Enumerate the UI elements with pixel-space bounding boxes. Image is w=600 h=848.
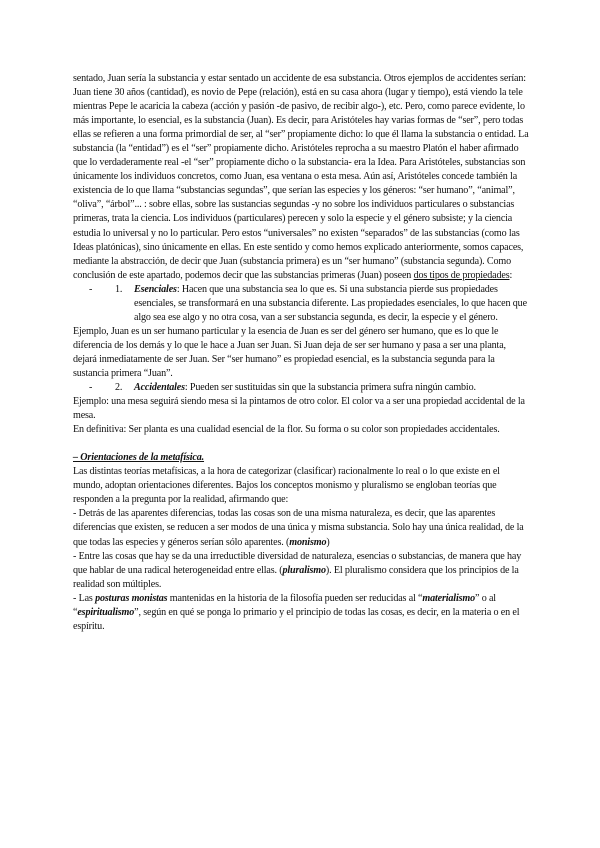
spacer (73, 437, 529, 451)
postures-intro: - Las (73, 592, 96, 604)
term-monism: monismo (289, 536, 327, 548)
paragraph-monist-postures (73, 592, 529, 634)
paragraph-conclusion: En definitiva: Ser planta es una cualidad esencial de la flor. Su forma o su color son propiedades accidentales. (73, 424, 500, 436)
term-essential: Esenciales (134, 283, 177, 295)
paragraph-pluralism (73, 550, 529, 592)
section-heading: – Orientaciones de la metafísica. (73, 452, 205, 464)
document-page (73, 72, 529, 634)
list-item-accidental (73, 381, 529, 395)
term-accidental: Accidentales (134, 382, 185, 394)
monism-text: - Detrás de las aparentes diferencias, todas las cosas son de una misma naturaleza, es decir, que las aparentes diferencias que existen, se reducen a ser modos de una única y misma substancia. Solo hay una única realidad, de la que todas las especies y géneros serían sólo aparentes. ( (73, 508, 524, 548)
postures-text: mantenidas en la historia de la filosofía pueden ser reducidas al “ (167, 592, 423, 604)
paragraph-example-juan: Ejemplo, Juan es un ser humano particular y la esencia de Juan es ser del género ser humano, que es lo que le diferencia de los demás y lo que le hace a Juan ser Juan. Si Juan deja de ser ser humano y pasa a ser una planta, dejará inmediatamente de ser Juan. Ser “ser humano” es propiedad esencial, es la substancia segunda para la sustancia primera “Juan”. (73, 325, 506, 379)
list-item-body (134, 381, 529, 395)
paragraph-example-table: Ejemplo: una mesa seguirá siendo mesa si la pintamos de otro color. El color va a ser una propiedad accidental de la mesa. (73, 396, 525, 422)
term-monist-postures: posturas monistas (95, 592, 168, 604)
list-item-essential (73, 283, 529, 325)
paragraph-substance (73, 72, 529, 283)
pluralism-text: - Entre las cosas que hay se da una irreductible diversidad de naturaleza, esencias o substancias, de manera que hay que hablar de una radical heterogeneidad entre ellas. ( (73, 550, 522, 576)
paragraph-substance-text: sentado, Juan sería la substancia y estar sentado un accidente de esa substancia. Otros ejemplos de accidentes serían: Juan tiene 30 años (cantidad), es novio de Pepe (relación), está en su casa ahora (lugar y tiempo), está viendo la tele mientras Pepe le acaricia la cabeza (acción y pasión -de pasivo, de recibir algo-), etc. Pero, como parece evidente, lo más importante, lo esencial, es la substancia (Juan). Es decir, para Aristóteles hay varias formas de “ser”, pero todas ellas se refieren a una forma primordial de ser, al “ser” propiamente dicho: lo que él llama la substancia o entidad. La substancia (la “entidad”) es el “ser” propiamente dicho. Aristóteles reprocha a su maestro Platón el haber afirmado que lo verdaderamente real -el “ser” propiamente dicho o la substancia- era la Idea. Para Aristóteles, substancias son únicamente los individuos concretos, como Juan, esa ventana o esta mesa. Aún así, Aristóteles concede también la existencia de lo que llama “substancias segundas”, que serían las especies y los géneros: “ser humano”, “animal”, “oliva”, “árbol”... : sobre ellas, sobre las sustancias segundas -y no sobre los individuos particulares o substancias primeras, trata la ciencia. Los individuos (particulares) perecen y solo la especie y el género subsiste; y la ciencia estudia lo universal y no lo particular. Pero estos “universales” no existen “separados” de las substancias (como las Ideas platónicas), sino únicamente en ellas. En este sentido y como hemos explicado anteriormente, somos capaces, mediante la abstracción, de decir que Juan (substancia primera) es un “ser humano” (substancia segunda). Como conclusión de este apartado, podemos decir que las substancias primeras (Juan) poseen (73, 73, 529, 281)
accidental-definition: : Pueden ser sustituidas sin que la substancia primera sufra ningún cambio. (184, 382, 476, 394)
essential-definition: : Hacen que una substancia sea lo que es. Si una substancia pierde sus propiedades esenciales, se transformará en una substancia diferente. Las propiedades esenciales, lo que hacen que algo sea ese algo y no otra cosa, van a ser substancia segunda, es decir, la especie y el género. (134, 283, 527, 323)
list-item-body (134, 283, 529, 325)
paragraph-orientations: Las distintas teorías metafísicas, a la hora de categorizar (clasificar) racionalmente lo real o lo que existe en el mundo, adoptan orientaciones diferentes. Bajos los conceptos monismo y pluralismo se engloban teorías que responden a la pregunta por la realidad, afirmando que: (73, 466, 500, 506)
list-dash: - (89, 283, 93, 295)
list-dash: - (89, 382, 93, 394)
term-pluralism: pluralismo (282, 564, 326, 576)
paragraph-monism (73, 507, 529, 549)
term-spiritualism: espiritualismo (77, 606, 135, 618)
postures-or: ” o al “ (73, 592, 496, 618)
colon: : (509, 269, 513, 281)
monism-close: ) (326, 536, 330, 548)
list-number: 2. (115, 382, 123, 394)
pluralism-close: ). El pluralismo considera que los principios de la realidad son múltiples. (73, 564, 519, 590)
two-properties-link: dos tipos de propiedades (413, 269, 510, 281)
term-materialism: materialismo (422, 592, 475, 604)
postures-end: ”, según en qué se ponga lo primario y el principio de todas las cosas, es decir, en la materia o en el espíritu. (73, 606, 520, 632)
list-number: 1. (115, 283, 123, 295)
